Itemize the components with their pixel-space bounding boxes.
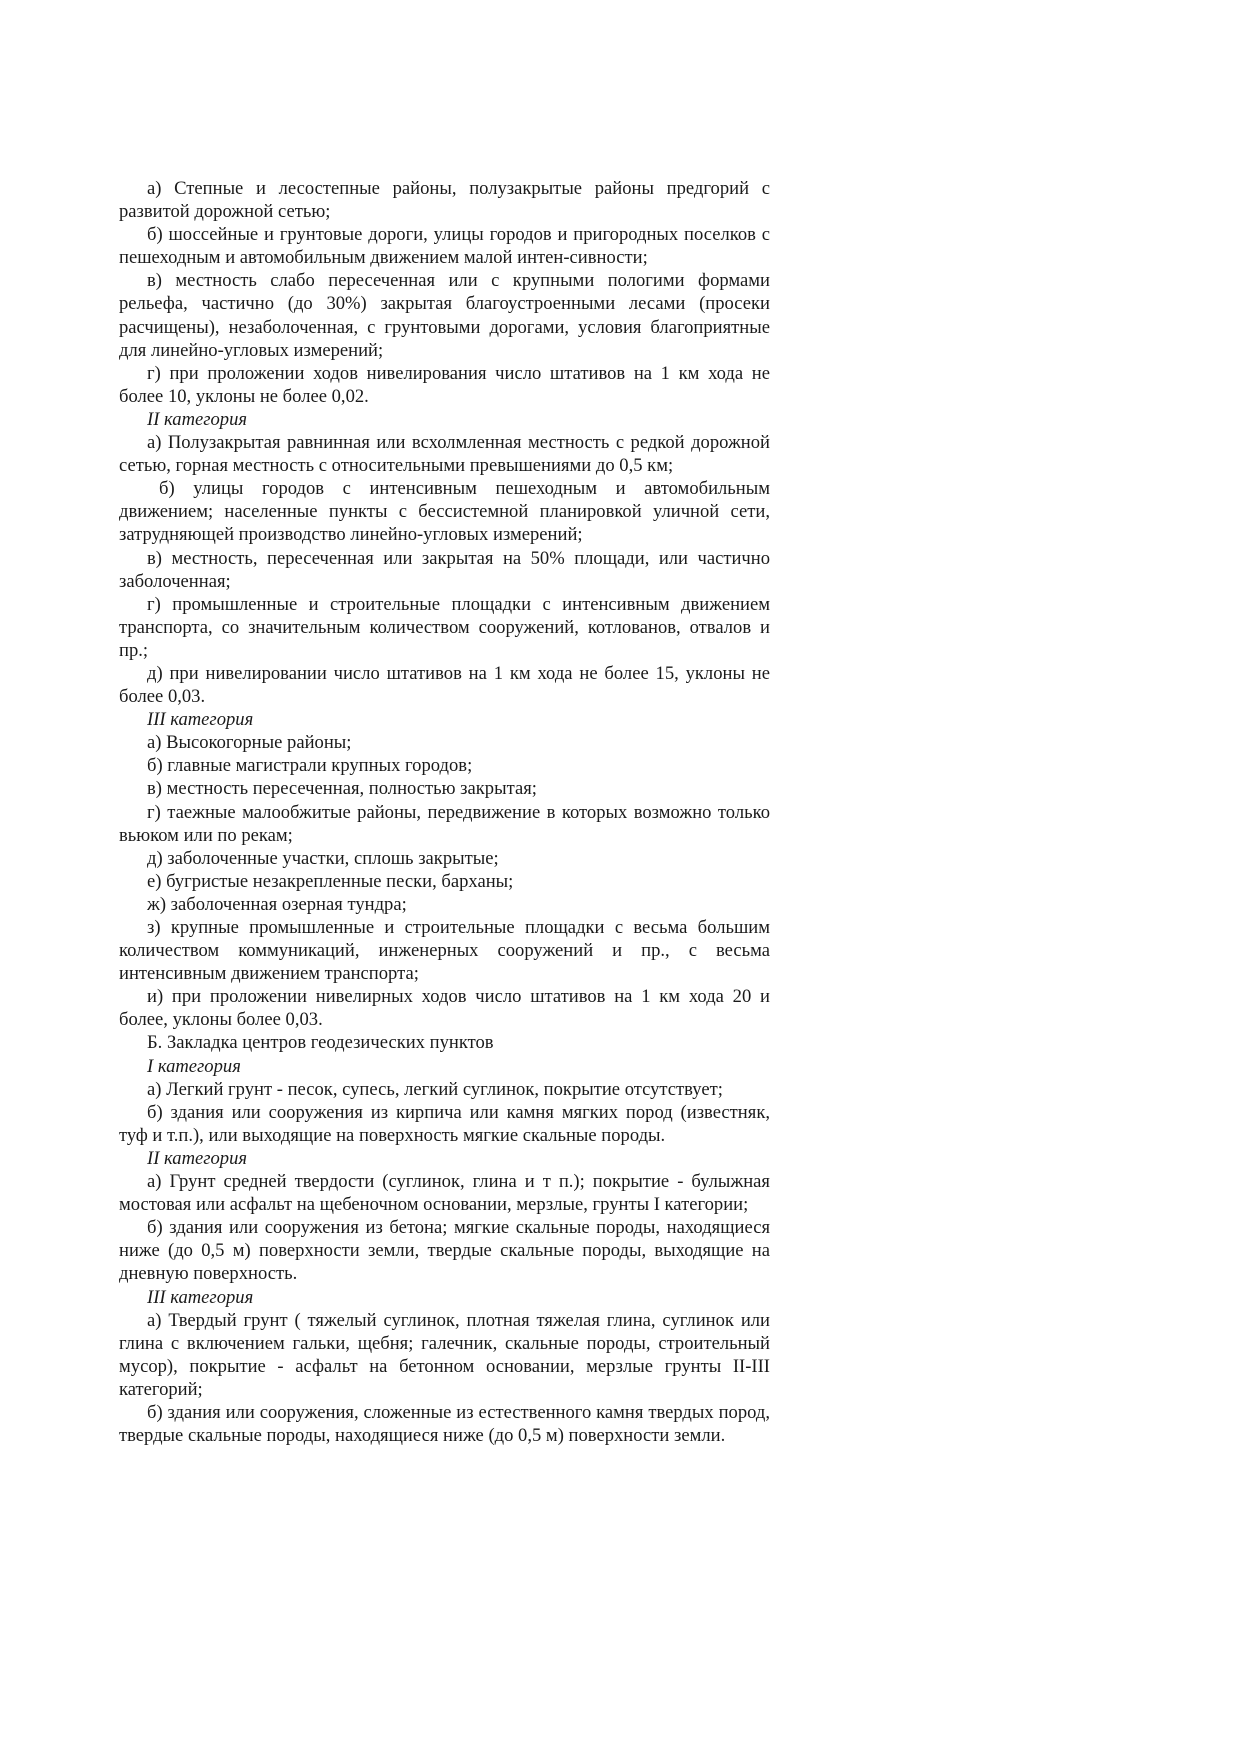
paragraph: а) Твердый грунт ( тяжелый суглинок, плотная тяжелая глина, суглинок или глина с включением гальки, щебня; галечник, скальные породы, строительный мусор), покрытие - асфальт на бетонном основании, мерзлые грунты II-III категорий; bbox=[119, 1309, 770, 1400]
paragraph: а) Легкий грунт - песок, супесь, легкий суглинок, покрытие отсутствует; bbox=[147, 1078, 723, 1100]
paragraph: б) здания или сооружения из бетона; мягкие скальные породы, находящиеся ниже (до 0,5 м) поверхности земли, твердые скальные породы, выходящие на дневную поверхность. bbox=[119, 1217, 770, 1285]
section-heading: Б. Закладка центров геодезических пунктов bbox=[147, 1032, 494, 1054]
paragraph: в) местность, пересеченная или закрытая на 50% площади, или частично заболоченная; bbox=[119, 547, 770, 592]
paragraph: б) шоссейные и грунтовые дороги, улицы городов и пригородных поселков с пешеходным и автомобильным движением малой интен-сивности; bbox=[119, 224, 770, 269]
paragraph: а) Высокогорные районы; bbox=[147, 732, 352, 754]
category-heading: II категория bbox=[147, 408, 248, 430]
paragraph: г) промышленные и строительные площадки с интенсивным движением транспорта, со значительным количеством сооружений, котлованов, отвалов и пр.; bbox=[119, 593, 770, 661]
paragraph: д) заболоченные участки, сплошь закрытые; bbox=[147, 847, 499, 869]
paragraph: б) улицы городов с интенсивным пешеходным и автомобильным движением; населенные пункты с бессистемной планировкой уличной сети, затрудняющей производство линейно-угловых измерений; bbox=[119, 478, 770, 546]
category-heading: II категория bbox=[147, 1147, 248, 1169]
category-heading: III категория bbox=[147, 1286, 254, 1308]
category-heading: I категория bbox=[147, 1055, 241, 1077]
paragraph: а) Полузакрытая равнинная или всхолмленная местность с редкой дорожной сетью, горная местность с относительными превышениями до 0,5 км; bbox=[119, 432, 770, 477]
paragraph: а) Степные и лесостепные районы, полузакрытые районы предгорий с развитой дорожной сетью; bbox=[119, 178, 770, 223]
paragraph: г) при проложении ходов нивелирования число штативов на 1 км хода не более 10, уклоны не более 0,02. bbox=[119, 362, 770, 407]
paragraph: б) здания или сооружения из кирпича или камня мягких пород (известняк, туф и т.п.), или выходящие на поверхность мягкие скальные породы. bbox=[119, 1101, 770, 1146]
paragraph: б) здания или сооружения, сложенные из естественного камня твердых пород, твердые скальные породы, находящиеся ниже (до 0,5 м) поверхности земли. bbox=[119, 1401, 770, 1447]
paragraph: б) главные магистрали крупных городов; bbox=[147, 755, 473, 777]
paragraph: е) бугристые незакрепленные пески, барханы; bbox=[147, 870, 514, 892]
category-heading: III категория bbox=[147, 709, 254, 731]
paragraph: д) при нивелировании число штативов на 1 км хода не более 15, уклоны не более 0,03. bbox=[119, 662, 770, 708]
paragraph: ж) заболоченная озерная тундра; bbox=[147, 893, 407, 915]
paragraph: а) Грунт средней твердости (суглинок, глина и т п.); покрытие - булыжная мостовая или асфальт на щебеночном основании, мерзлые, грунты I категории; bbox=[119, 1171, 770, 1216]
paragraph: в) местность слабо пересеченная или с крупными пологими формами рельефа, частично (до 30%) закрытая благоустроенными лесами (просеки расчищены), незаболоченная, с грунтовыми дорогами, условия благоприятные для линейно-угловых измерений; bbox=[119, 270, 770, 361]
document-page bbox=[119, 177, 770, 1447]
paragraph: в) местность пересеченная, полностью закрытая; bbox=[147, 778, 537, 800]
paragraph: г) таежные малообжитые районы, передвижение в которых возможно только вьюком или по рекам; bbox=[119, 801, 770, 846]
paragraph: и) при проложении нивелирных ходов число штативов на 1 км хода 20 и более, уклоны более 0,03. bbox=[119, 986, 770, 1031]
paragraph: з) крупные промышленные и строительные площадки с весьма большим количеством коммуникаций, инженерных сооружений и пр., с весьма интенсивным движением транспорта; bbox=[119, 917, 770, 985]
